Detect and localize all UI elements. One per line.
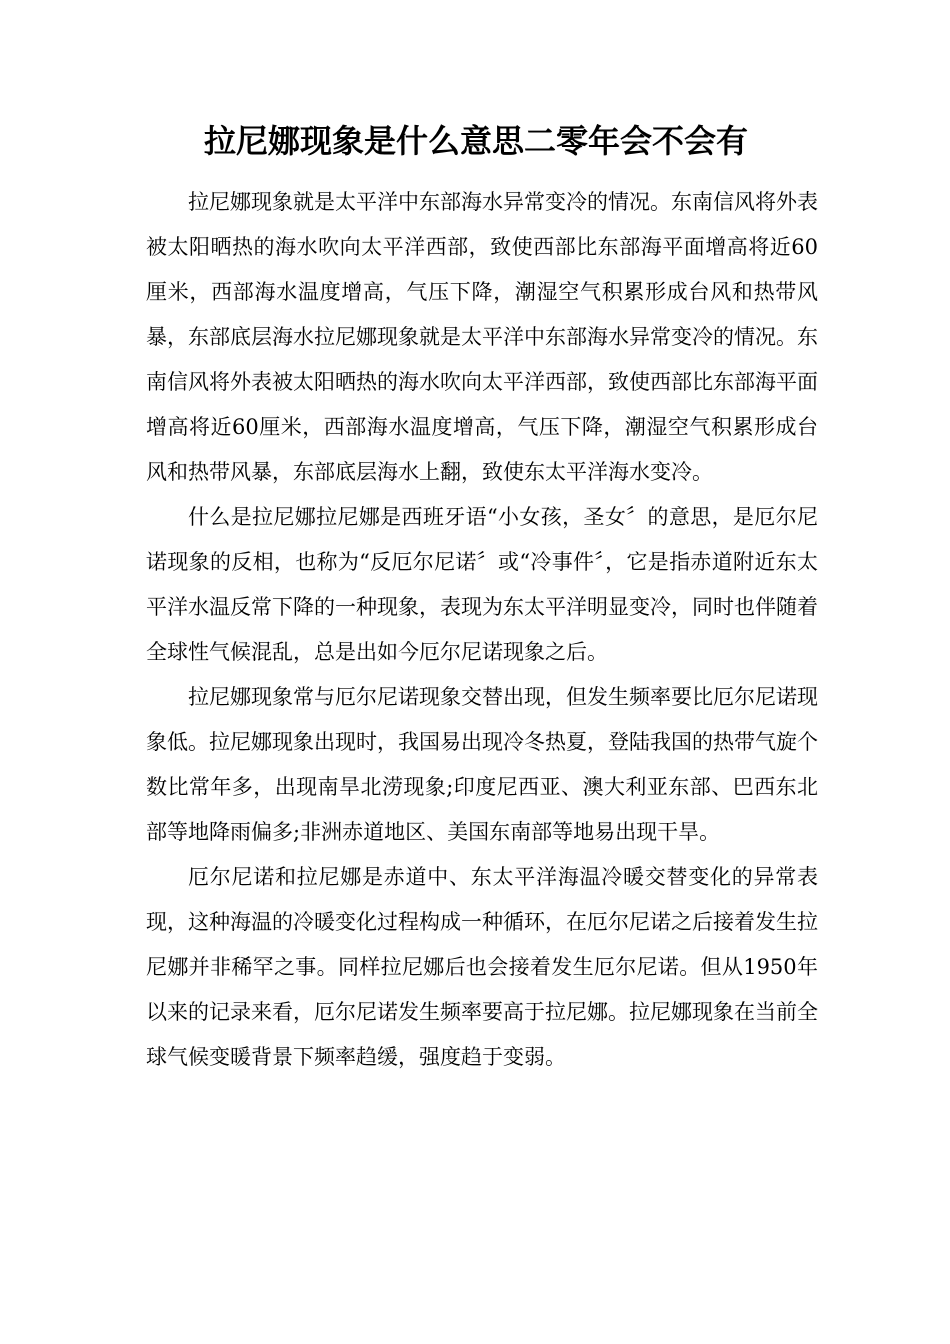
page-title: 拉尼娜现象是什么意思二零年会不会有 (203, 122, 748, 160)
paragraph-3: 拉尼娜现象常与厄尔尼诺现象交替出现，但发生频率要比厄尔尼诺现象低。拉尼娜现象出现时，我国易出现冷冬热夏，登陆我国的热带气旋个数比常年多，出现南旱北涝现象;印度尼西亚、澳大利亚东部、巴西东北部等地降雨偏多;非洲赤道地区、美国东南部等地易出现干旱。 (146, 685, 818, 844)
paragraph-1: 拉尼娜现象就是太平洋中东部海水异常变冷的情况。东南信风将外表被太阳晒热的海水吹向太平洋西部，致使西部比东部海平面增高将近60厘米，西部海水温度增高，气压下降，潮湿空气积累形成台风和热带风暴，东部底层海水拉尼娜现象就是太平洋中东部海水异常变冷的情况。东南信风将外表被太阳晒热的海水吹向太平洋西部，致使西部比东部海平面增高将近60厘米，西部海水温度增高，气压下降，潮湿空气积累形成台风和热带风暴，东部底层海水上翻，致使东太平洋海水变冷。 (146, 190, 818, 484)
paragraph-2: 什么是拉尼娜拉尼娜是西班牙语“小女孩，圣女〞的意思，是厄尔尼诺现象的反相，也称为“反厄尔尼诺〞或“冷事件〞，它是指赤道附近东太平洋水温反常下降的一种现象，表现为东太平洋明显变冷，同时也伴随着全球性气候混乱，总是出如今厄尔尼诺现象之后。 (146, 505, 818, 664)
document-body (146, 180, 818, 1080)
paragraph-4: 厄尔尼诺和拉尼娜是赤道中、东太平洋海温冷暖交替变化的异常表现，这种海温的冷暖变化过程构成一种循环，在厄尔尼诺之后接着发生拉尼娜并非稀罕之事。同样拉尼娜后也会接着发生厄尔尼诺。但从1950年以来的记录来看，厄尔尼诺发生频率要高于拉尼娜。拉尼娜现象在当前全球气候变暖背景下频率趋缓，强度趋于变弱。 (146, 865, 818, 1069)
